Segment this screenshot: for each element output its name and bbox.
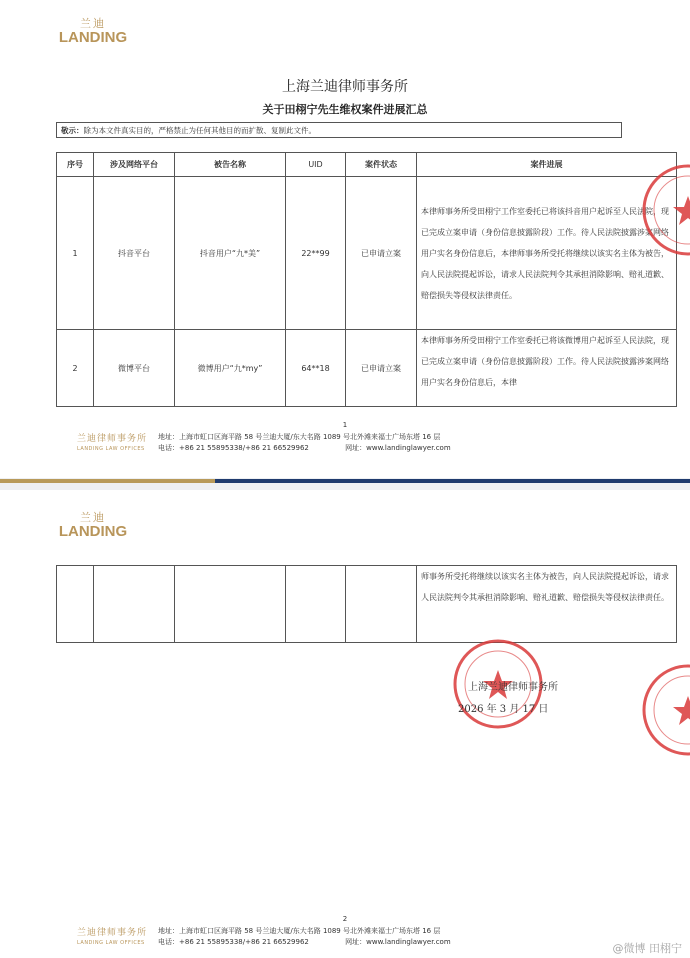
- row-uid: 64**18: [286, 330, 346, 407]
- document-subtitle: 关于田栩宁先生维权案件进展汇总: [262, 103, 428, 116]
- row-platform: 抖音平台: [94, 177, 175, 330]
- footer-contact: [158, 432, 451, 454]
- firm-logo: [58, 18, 128, 46]
- footer-website: 网址：www.landinglawyer.com: [345, 938, 451, 946]
- row-platform: 微博平台: [94, 330, 175, 407]
- row-progress-continued: 师事务所受托将继续以该实名主体为被告，向人民法院提起诉讼，请求人民法院判令其承担消除影响、赔礼道歉、赔偿损失等侵权法律责任。: [417, 566, 677, 643]
- law-firm-seal-stamp: [640, 160, 690, 260]
- law-firm-seal-stamp-edge: [640, 660, 690, 760]
- row-status: 已申请立案: [346, 177, 417, 330]
- table-header-row: [57, 153, 677, 177]
- footer-website: 网址：www.landinglawyer.com: [345, 444, 451, 452]
- cases-table-continued: [56, 565, 677, 643]
- logo-english-text: LANDING: [58, 523, 128, 540]
- row-progress: 本律师事务所受田栩宁工作室委托已将该抖音用户起诉至人民法院，现已完成立案申请（身份信息披露阶段）工作。待人民法院披露涉案网络用户实名身份信息后，本律师事务所受托将继续以该实名主体为被告，向人民法院提起诉讼，请求人民法院判令其承担消除影响、赔礼道歉、赔偿损失等侵权法律责任。: [417, 177, 677, 330]
- firm-logo: [58, 512, 128, 540]
- logo-chinese-text: 兰迪: [80, 17, 106, 30]
- logo-english-text: LANDING: [58, 29, 128, 46]
- footer-firm-en: LANDING LAW OFFICES: [77, 940, 145, 946]
- page-number: 1: [342, 421, 348, 429]
- header-index: 序号: [57, 153, 94, 177]
- signature-date: 2026 年 3 月 17 日: [458, 704, 549, 715]
- footer-contact: [158, 926, 451, 948]
- footer-address: 地址：上海市虹口区海平路 58 号兰迪大厦/东大名路 1089 号北外滩来福士广场东塔 16 层: [158, 927, 441, 935]
- header-progress: 案件进展: [417, 153, 677, 177]
- footer-firm-en: LANDING LAW OFFICES: [77, 446, 145, 452]
- row-status: 已申请立案: [346, 330, 417, 407]
- header-platform: 涉及网络平台: [94, 153, 175, 177]
- separator-gold-bar: [0, 479, 215, 483]
- footer-phone: 电话：+86 21 55895338/+86 21 66529962: [158, 938, 309, 946]
- logo-chinese-text: 兰迪: [80, 511, 106, 524]
- document-page-1: [0, 0, 690, 478]
- row-progress: 本律师事务所受田栩宁工作室委托已将该微博用户起诉至人民法院，现已完成立案申请（身份信息披露阶段）工作。待人民法院披露涉案网络用户实名身份信息后，本律: [417, 330, 677, 407]
- document-title: 上海兰迪律师事务所: [282, 79, 408, 95]
- footer-address: 地址：上海市虹口区海平路 58 号兰迪大厦/东大名路 1089 号北外滩来福士广场东塔 16 层: [158, 433, 441, 441]
- document-page-2: [0, 490, 690, 958]
- separator-navy-bar: [215, 479, 690, 483]
- header-defendant: 被告名称: [175, 153, 286, 177]
- table-row: [57, 566, 677, 643]
- footer-firm-name: [77, 431, 147, 452]
- notice-text: 除为本文件真实目的，严格禁止为任何其他目的而扩散、复制此文件。: [83, 126, 316, 135]
- row-index: 2: [57, 330, 94, 407]
- notice-label: 敬示：: [61, 126, 84, 135]
- header-status: 案件状态: [346, 153, 417, 177]
- confidentiality-notice: [56, 122, 622, 138]
- footer-firm-cn: 兰迪律师事务所: [77, 928, 148, 938]
- row-defendant: 微博用户“九*my”: [175, 330, 286, 407]
- page-number: 2: [342, 915, 348, 923]
- header-uid: UID: [286, 153, 346, 177]
- row-uid: 22**99: [286, 177, 346, 330]
- signature-firm-name: 上海兰迪律师事务所: [468, 682, 558, 693]
- cases-table: [56, 152, 677, 407]
- table-row: [57, 330, 677, 407]
- footer-phone: 电话：+86 21 55895338/+86 21 66529962: [158, 444, 309, 452]
- weibo-watermark: @微博 田栩宁: [612, 942, 682, 955]
- row-index: 1: [57, 177, 94, 330]
- footer-firm-cn: 兰迪律师事务所: [77, 434, 148, 444]
- row-defendant: 抖音用户“九*美”: [175, 177, 286, 330]
- footer-firm-name: [77, 925, 147, 946]
- table-row: [57, 177, 677, 330]
